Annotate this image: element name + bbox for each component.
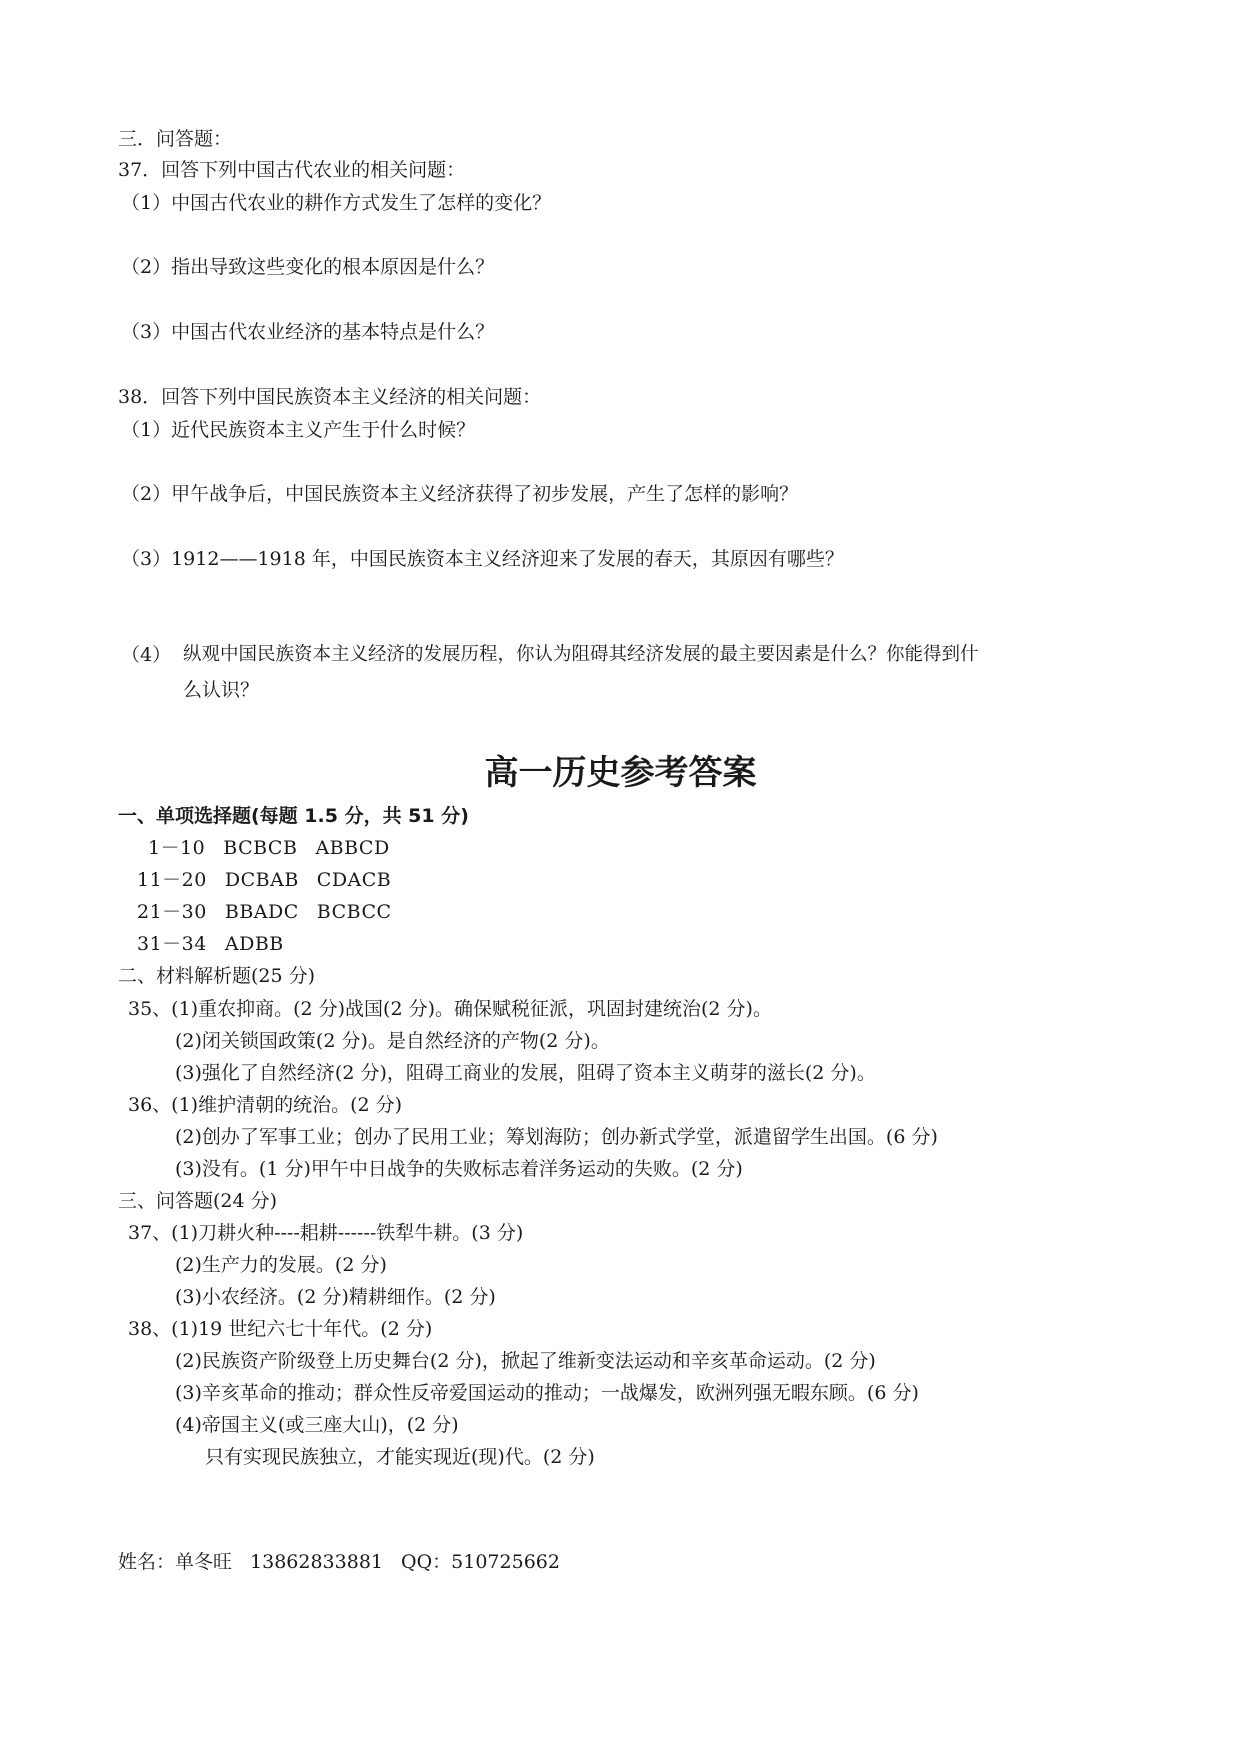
q38-part4-line1: 纵观中国民族资本主义经济的发展历程，你认为阻碍其经济发展的最主要因素是什么？你能得到什: [183, 644, 979, 665]
answer-38-2: (2)民族资产阶级登上历史舞台(2 分)，掀起了维新变法运动和辛亥革命运动。(2 分): [175, 1350, 876, 1372]
mc-row-answers-a: ADBB: [224, 933, 284, 955]
mc-row-answers-a: BCBCB: [223, 837, 298, 859]
answer-35-2: (2)闭关锁国政策(2 分)。是自然经济的产物(2 分)。: [175, 1030, 610, 1052]
answer-37-3: (3)小农经济。(2 分)精耕细作。(2 分): [175, 1286, 496, 1308]
q38-part4-line2: 么认识？: [183, 679, 260, 701]
qq-label: QQ：: [401, 1551, 452, 1573]
qq-number: 510725662: [451, 1551, 560, 1573]
mc-row-2: [137, 868, 391, 892]
mc-row-answers-b: CDACB: [316, 869, 392, 891]
q37-part2: （2）指出导致这些变化的根本原因是什么？: [121, 256, 495, 278]
answer-38-3: (3)辛亥革命的推动；群众性反帝爱国运动的推动；一战爆发，欧洲列强无暇东顾。(6 分): [175, 1382, 919, 1404]
mc-row-3: [137, 900, 392, 924]
mc-row-answers-b: BCBCC: [316, 901, 392, 923]
sec1-heading: 一、单项选择题(每题 1.5 分，共 51 分): [118, 805, 469, 827]
answer-38-1: 38、(1)19 世纪六七十年代。(2 分): [128, 1318, 433, 1340]
mc-row-1: [148, 836, 390, 860]
q38-part3: （3）1912——1918 年，中国民族资本主义经济迎来了发展的春天，其原因有哪些？: [121, 548, 844, 570]
mc-row-answers-b: ABBCD: [315, 837, 390, 859]
answer-38-4-cont: 只有实现民族独立，才能实现近(现)代。(2 分): [205, 1446, 595, 1468]
mc-row-range: 21－30: [137, 901, 207, 923]
answer-37-2: (2)生产力的发展。(2 分): [175, 1254, 387, 1276]
mc-row-answers-a: BBADC: [224, 901, 299, 923]
q38-part2: （2）甲午战争后，中国民族资本主义经济获得了初步发展，产生了怎样的影响？: [121, 483, 799, 505]
answer-35-1: 35、(1)重农抑商。(2 分)战国(2 分)。确保赋税征派，巩固封建统治(2 分)。: [128, 998, 772, 1020]
author-footer: [118, 1550, 560, 1574]
answer-36-3: (3)没有。(1 分)甲午中日战争的失败标志着洋务运动的失败。(2 分): [175, 1158, 743, 1180]
mc-row-range: 11－20: [137, 869, 207, 891]
mc-row-4: [137, 932, 284, 956]
answer-37-1: 37、(1)刀耕火种----耜耕------铁犁牛耕。(3 分): [128, 1222, 524, 1244]
mc-row-answers-a: DCBAB: [224, 869, 299, 891]
sec2-heading: 二、材料解析题(25 分): [118, 965, 316, 987]
q37-part1: （1）中国古代农业的耕作方式发生了怎样的变化？: [121, 192, 552, 214]
q38-stem: 38．回答下列中国民族资本主义经济的相关问题：: [118, 386, 542, 408]
q37-part3: （3）中国古代农业经济的基本特点是什么？: [121, 321, 495, 343]
answer-36-2: (2)创办了军事工业；创办了民用工业；筹划海防；创办新式学堂，派遣留学生出国。(6 分): [175, 1126, 938, 1148]
name-label: 姓名：: [118, 1551, 176, 1573]
q37-stem: 37．回答下列中国古代农业的相关问题：: [118, 159, 466, 181]
author-name: 单冬旺: [175, 1551, 233, 1573]
mc-row-range: 31－34: [137, 933, 207, 955]
phone-number: 13862833881: [250, 1551, 384, 1573]
sec3-heading: 三、问答题(24 分): [118, 1190, 278, 1212]
section-title-questions: 三．问答题：: [118, 128, 233, 150]
q38-part4-number: （4）: [121, 644, 172, 666]
q38-part1: （1）近代民族资本主义产生于什么时候？: [121, 419, 476, 441]
answer-36-1: 36、(1)维护清朝的统治。(2 分): [128, 1094, 403, 1116]
answer-35-3: (3)强化了自然经济(2 分)，阻碍工商业的发展，阻碍了资本主义萌芽的滋长(2 分)。: [175, 1062, 876, 1084]
answer-key-title: 高一历史参考答案: [484, 753, 757, 793]
mc-row-range: 1－10: [148, 837, 206, 859]
answer-38-4: (4)帝国主义(或三座大山)，(2 分): [175, 1414, 459, 1436]
